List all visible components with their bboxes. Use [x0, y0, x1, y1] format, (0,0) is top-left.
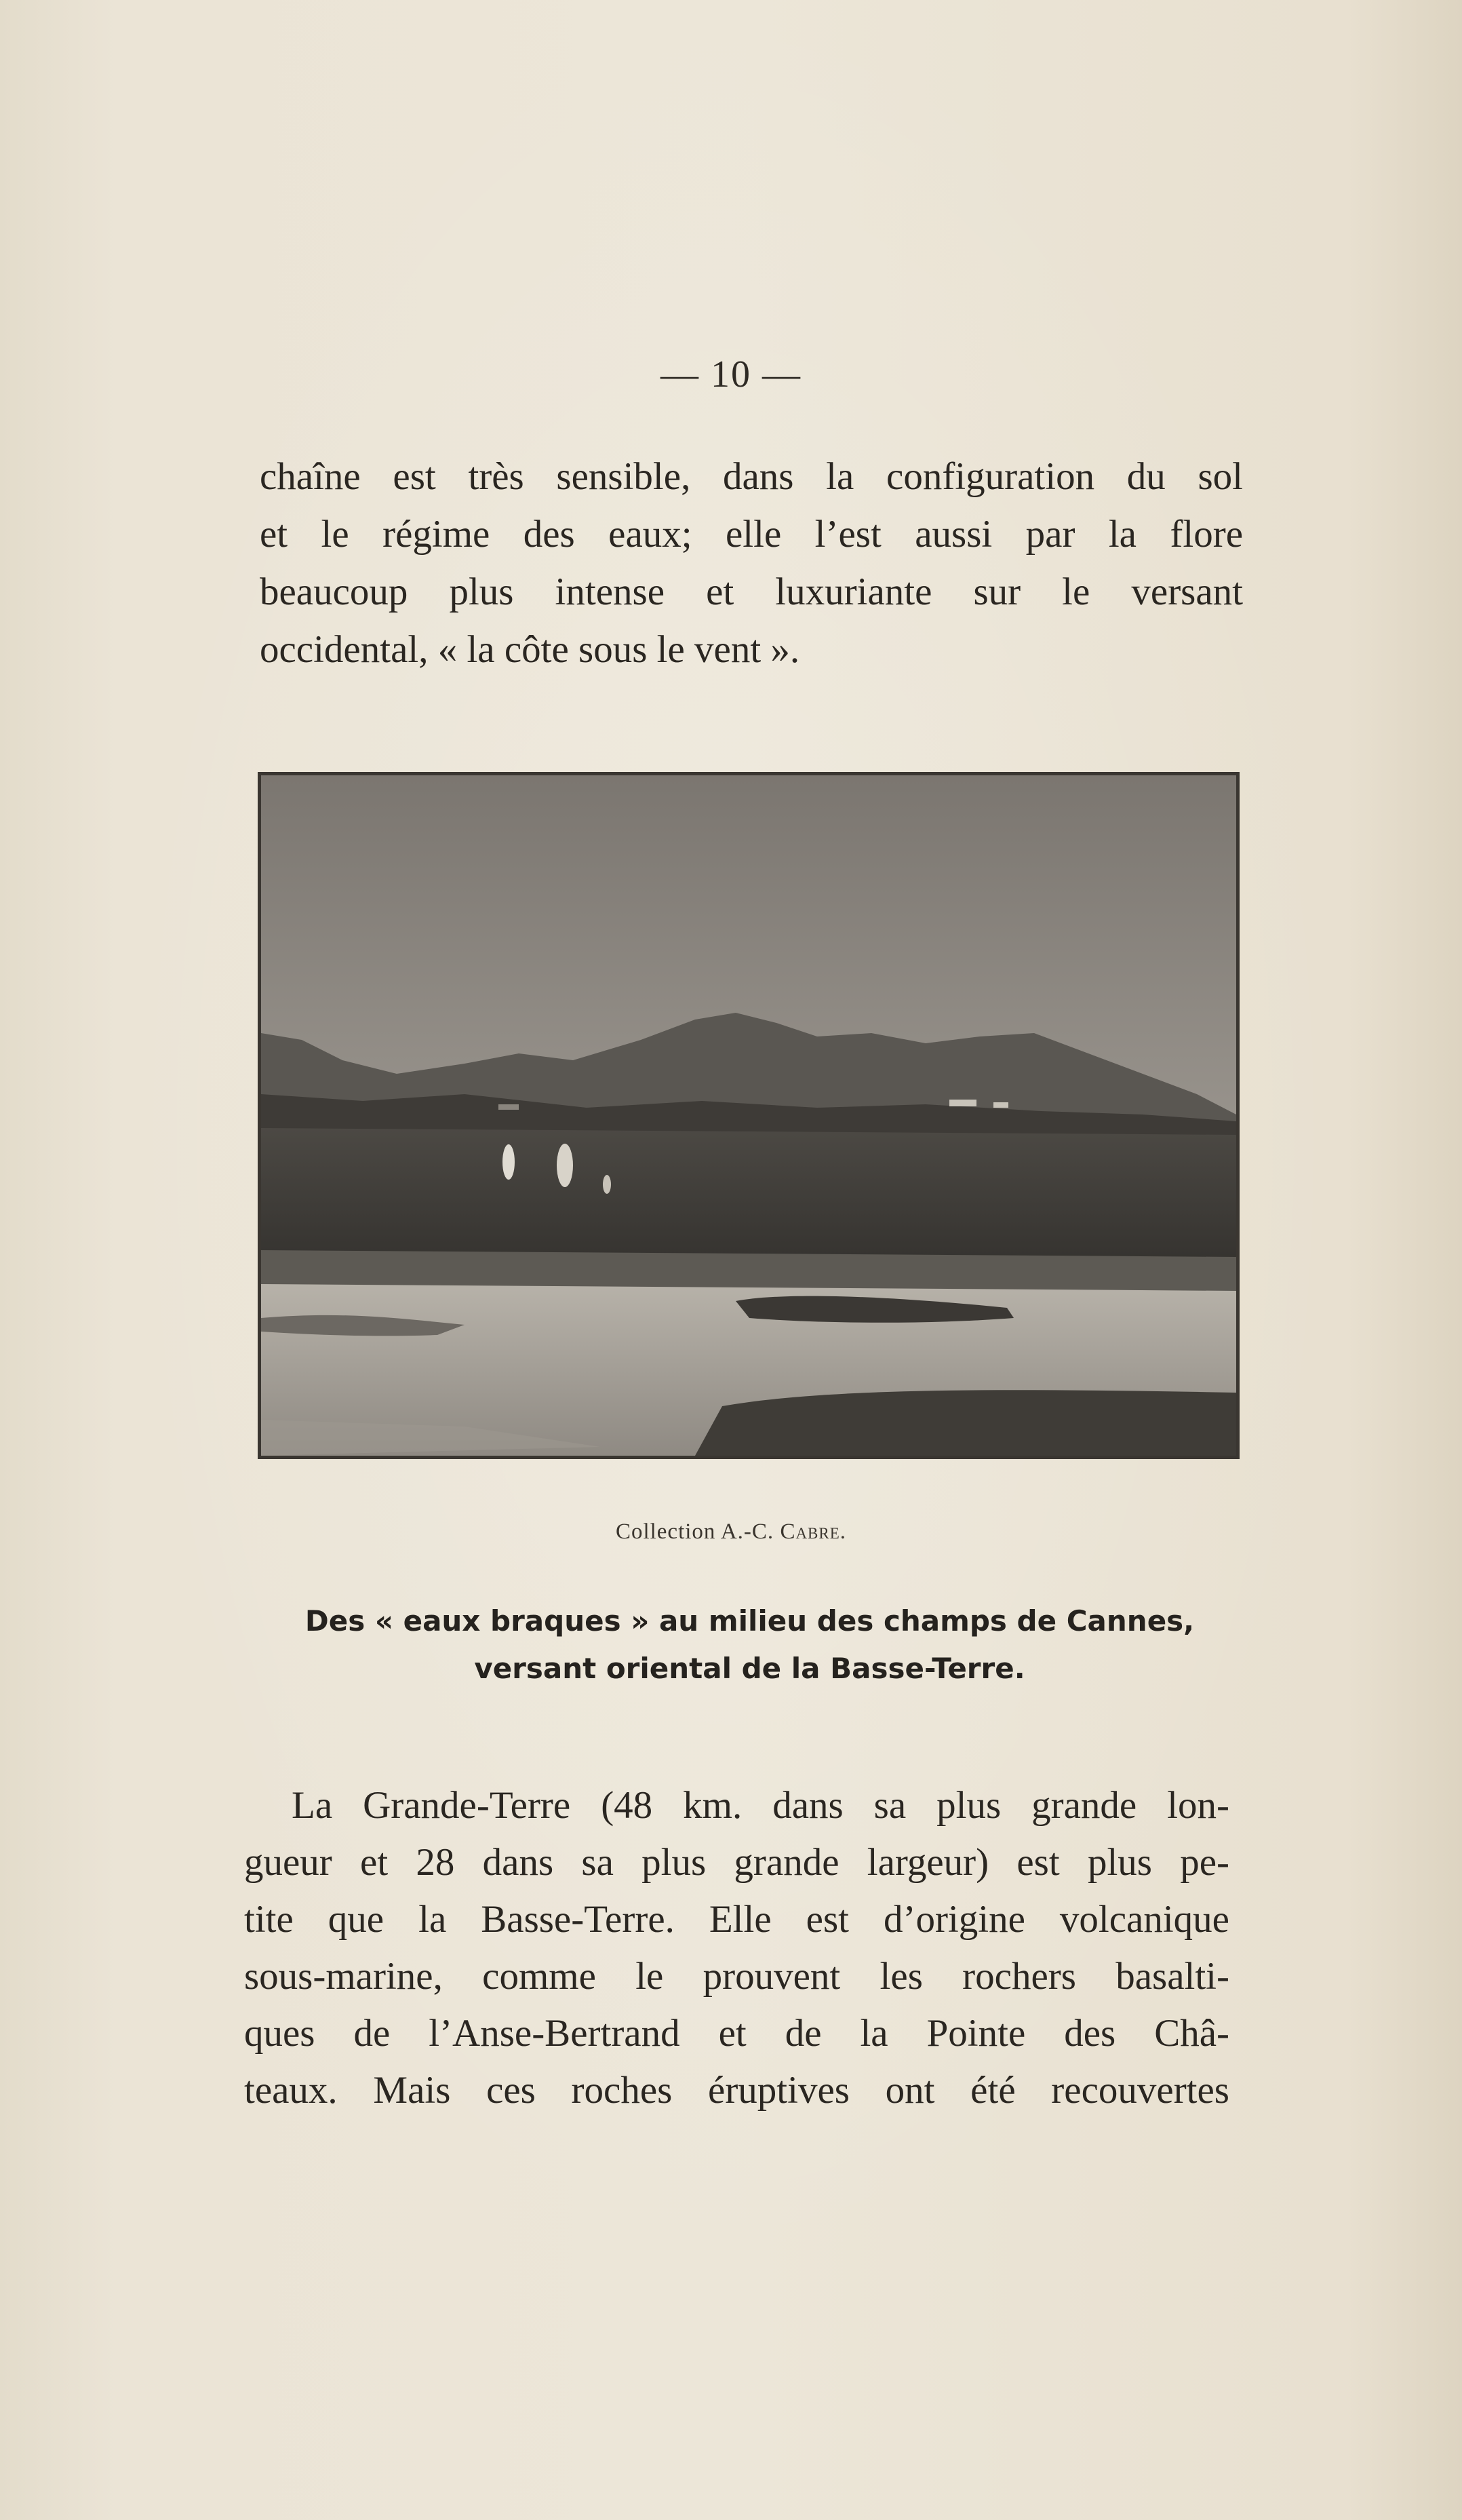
top-paragraph	[260, 448, 1243, 678]
figure-caption	[260, 1597, 1240, 1692]
credit-prefix: Collection A.-C.	[615, 1519, 774, 1544]
text-line: et le régime des eaux; elle l’est aussi par la flore	[260, 513, 1243, 556]
credit-name: Cabre.	[780, 1519, 847, 1544]
text-line: ques de l’Anse-Bertrand et de la Pointe des Châ-	[244, 2012, 1229, 2055]
text-line: teaux. Mais ces roches éruptives ont été recouvertes	[244, 2069, 1229, 2112]
text-line: sous-marine, comme le prouvent les rochers basalti-	[244, 1955, 1229, 1998]
landscape-photograph	[258, 772, 1240, 1459]
text-line: beaucoup plus intense et luxuriante sur le versant	[260, 570, 1243, 613]
text-line: gueur et 28 dans sa plus grande largeur) est plus pe-	[244, 1841, 1229, 1884]
text-line: tite que la Basse-Terre. Elle est d’origine volcanique	[244, 1898, 1229, 1941]
bottom-paragraph	[244, 1777, 1229, 2119]
text-line: chaîne est très sensible, dans la configuration du sol	[260, 455, 1243, 498]
photo-illustration	[261, 775, 1236, 1456]
text-line: La Grande-Terre (48 km. dans sa plus grande lon-	[292, 1784, 1229, 1827]
caption-line: versant oriental de la Basse-Terre.	[474, 1652, 1025, 1685]
page-number: — 10 —	[660, 353, 802, 395]
caption-line: Des « eaux braques » au milieu des champs de Cannes,	[304, 1604, 1195, 1637]
photo-credit	[0, 1519, 1462, 1545]
text-line: occidental, « la côte sous le vent ».	[260, 628, 800, 671]
